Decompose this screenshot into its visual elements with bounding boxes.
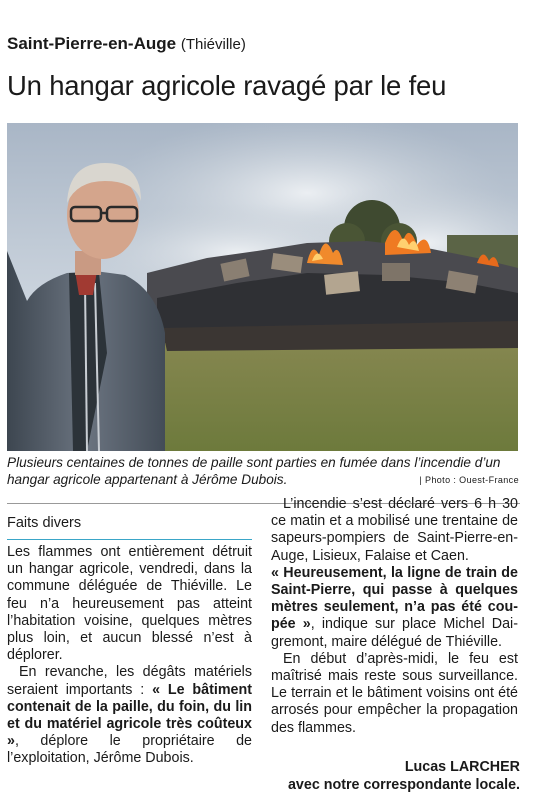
- paragraph-4: [271, 565, 518, 651]
- paragraph-2: [7, 664, 252, 767]
- kicker-detail: (Thiéville): [180, 36, 246, 53]
- paragraph-5: En début d’après-midi, le feu est maîtrisé mais reste sous surveillance. Le terrain et le bâtiment voisins ont été arrosés pour empêcher la propagation des flammes.: [271, 650, 518, 736]
- caption-text: Plusieurs centaines de tonnes de paille sont parties en fumée dans l’incendie d’un hangar agricole appartenant à Jérôme Dubois.: [7, 455, 501, 487]
- paragraph-2-intro: En revanche, les dégâts matériels seraient importants :: [7, 664, 252, 698]
- article-column-2: [271, 496, 518, 737]
- article-column-1: [7, 544, 252, 768]
- byline-note: avec notre correspondante locale.: [287, 777, 520, 793]
- paragraph-3: L’incendie s’est déclaré vers 6 h 30 ce matin et a mobilisé une trentaine de sapeurs-pompiers de Saint-Pierre-en-Auge, Lisieux, Falaise et Caen.: [271, 496, 518, 564]
- paragraph-1: Les flammes ont entièrement détruit un hangar agricole, vendredi, dans la commune déléguée de Thiéville. Le feu n’a heureusement pas atteint l’habitation voisine, quelques mètres plus loin, et aucun blessé n’est à déplorer.: [7, 544, 252, 664]
- paragraph-4-quote: « Heureusement, la ligne de train de Saint-Pierre, qui passe à quelques mètres seulement, n’a pas été coupée »: [271, 564, 518, 633]
- article-photo: [7, 123, 518, 451]
- rubric-underline: [7, 539, 252, 540]
- photo-credit: | Photo : Ouest-France: [419, 475, 519, 485]
- byline-author: Lucas LARCHER: [404, 759, 520, 775]
- paragraph-2-end: , déplore le propriétaire de l’exploitation, Jérôme Dubois.: [7, 733, 252, 767]
- rubric-label: Faits divers: [7, 515, 82, 531]
- fire-scene-illustration: [7, 123, 518, 451]
- kicker: [7, 34, 246, 54]
- byline: [288, 758, 520, 794]
- paragraph-4-end: , indique sur place Michel Daigremont, maire délégué de Thiéville.: [271, 616, 518, 650]
- kicker-place: Saint-Pierre-en-Auge: [7, 34, 177, 53]
- headline: Un hangar agricole ravagé par le feu: [7, 70, 447, 101]
- paragraph-2-quote: « Le bâtiment contenait de la paille, du foin, du lin et du matériel agricole très coûteux »: [7, 681, 253, 750]
